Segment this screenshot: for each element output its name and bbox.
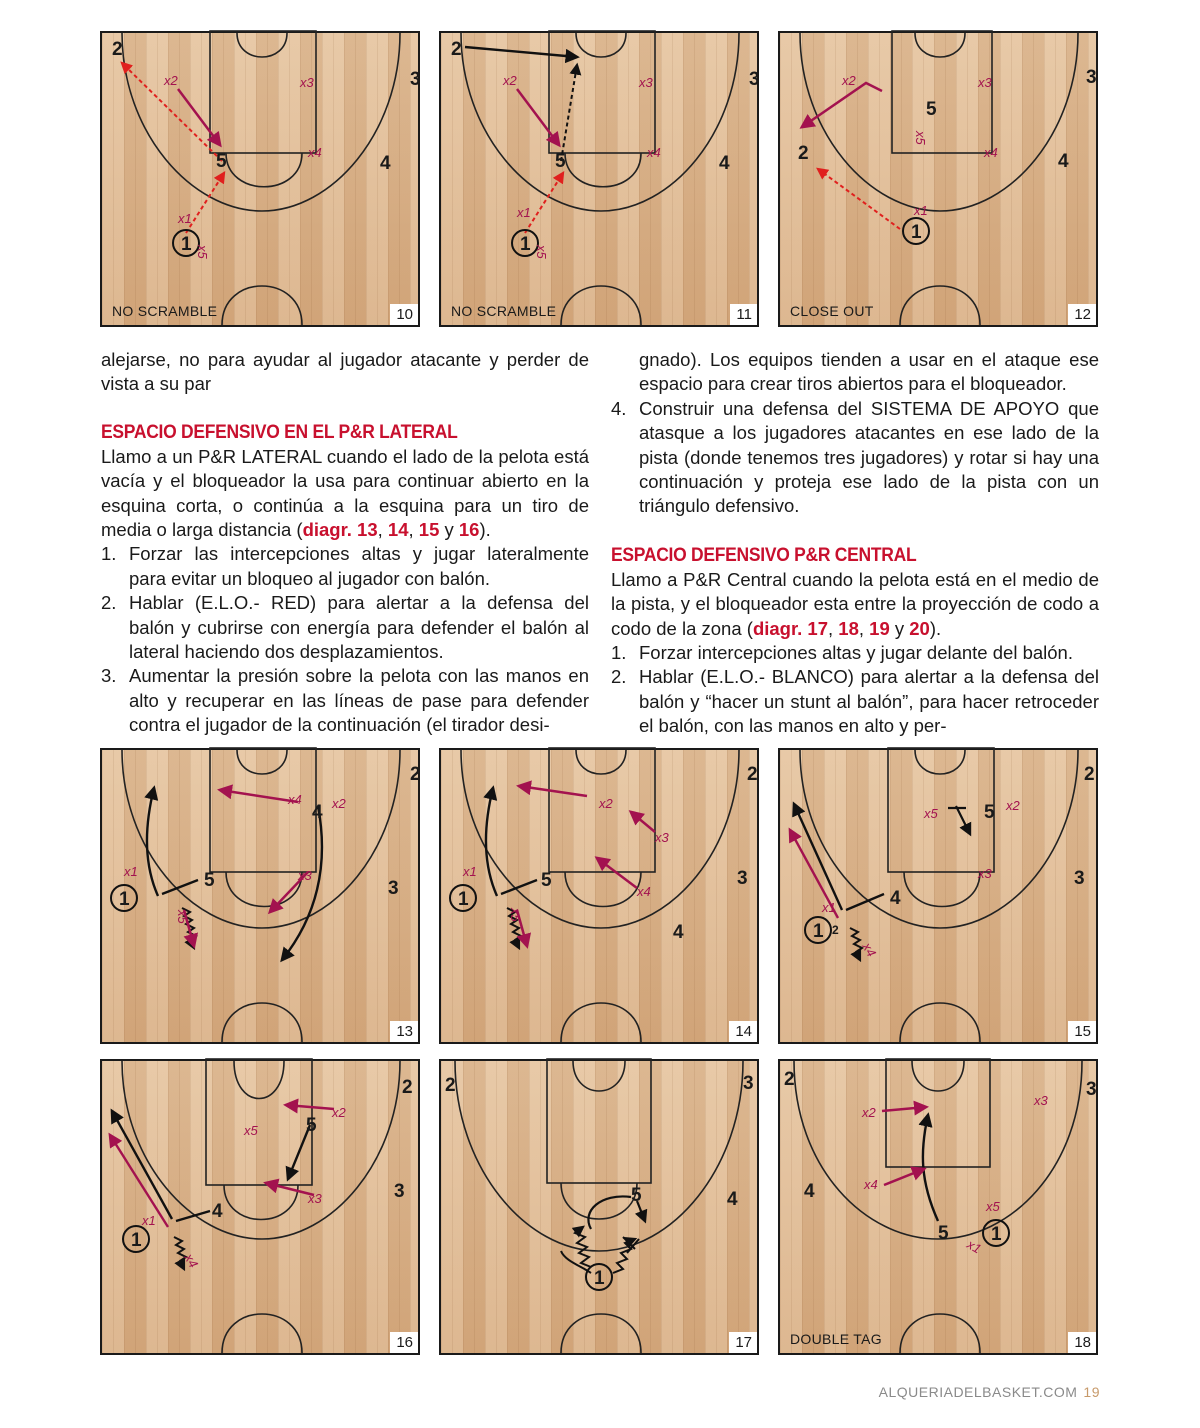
lateral-list <box>101 542 589 737</box>
svg-text:4: 4 <box>804 1181 815 1202</box>
diagram-number: 17 <box>729 1332 757 1353</box>
diagram-number: 15 <box>1068 1021 1096 1042</box>
svg-text:4: 4 <box>212 1201 223 1222</box>
svg-text:1: 1 <box>520 234 531 255</box>
svg-text:5: 5 <box>306 1115 317 1136</box>
svg-text:2: 2 <box>784 1069 795 1090</box>
svg-text:3: 3 <box>394 1181 405 1202</box>
svg-text:2: 2 <box>112 39 123 60</box>
svg-text:3: 3 <box>1086 1079 1097 1100</box>
svg-text:x4: x4 <box>647 145 661 160</box>
diagram-13 <box>100 748 420 1044</box>
court-drawing <box>102 1061 418 1353</box>
svg-text:5: 5 <box>204 870 215 891</box>
lateral-list-cont <box>611 397 1099 519</box>
svg-text:4: 4 <box>727 1189 738 1210</box>
central-list <box>611 641 1099 739</box>
svg-text:x1: x1 <box>178 211 192 226</box>
svg-text:x4: x4 <box>288 792 302 807</box>
svg-text:1: 1 <box>458 889 469 910</box>
list-item: 3. Aumentar la presión sobre la pelota con las manos en alto y recuperar en las líneas de pase para defender contra el jugador de la continuación (el tirador desi- <box>101 665 589 736</box>
svg-text:3: 3 <box>410 69 421 90</box>
svg-text:x3: x3 <box>298 868 312 883</box>
court-drawing <box>780 1061 1096 1353</box>
diagram-ref: 16 <box>458 519 480 541</box>
svg-text:x5: x5 <box>195 245 210 259</box>
diagram-11 <box>439 31 759 327</box>
diagram-number: 18 <box>1068 1332 1096 1353</box>
court-drawing <box>441 750 757 1042</box>
svg-text:2: 2 <box>747 764 758 785</box>
svg-text:x3: x3 <box>978 75 992 90</box>
diagram-label: CLOSE OUT <box>790 303 874 319</box>
svg-text:4: 4 <box>1058 151 1069 172</box>
svg-text:x2: x2 <box>164 73 178 88</box>
svg-text:x3: x3 <box>978 866 992 881</box>
list-item: 2. Hablar (E.L.O.- RED) para alertar a la defensa del balón y cubrirse con energía para defender el balón al lateral haciendo dos desplazamientos. <box>101 592 589 663</box>
svg-text:3: 3 <box>388 878 399 899</box>
court-drawing <box>780 33 1096 325</box>
svg-text:1: 1 <box>119 889 130 910</box>
svg-text:4: 4 <box>673 922 684 943</box>
diagram-number: 11 <box>730 304 757 325</box>
svg-text:5: 5 <box>555 151 566 172</box>
central-paragraph: Llamo a P&R Central cuando la pelota está en el medio de la pista, y el bloqueador esta entre la proyección de codo a codo de la zona (diagr. 17, 18, 19 y 20). <box>611 568 1099 639</box>
svg-text:x3: x3 <box>308 1191 322 1206</box>
svg-text:x4: x4 <box>859 940 880 960</box>
svg-text:1: 1 <box>181 234 192 255</box>
diagram-16 <box>100 1059 420 1355</box>
svg-text:1: 1 <box>131 1230 142 1251</box>
svg-text:2: 2 <box>451 39 462 60</box>
list-item: 1. Forzar las intercepciones altas y jugar lateralmente para evitar un bloqueo al jugador con balón. <box>101 543 589 589</box>
diagram-label: NO SCRAMBLE <box>112 303 218 319</box>
svg-text:5: 5 <box>938 1223 949 1244</box>
list-item: 4. Construir una defensa del SISTEMA DE APOYO que atasque a los jugadores atacantes en ese lado de la pista (donde tenemos tres jugadores) y rotar si hay una continuación y proteja ese lado de la pista con un triángulo defensivo. <box>611 397 1099 517</box>
diagram-ref: diagr. 17 <box>752 617 829 639</box>
court-drawing <box>102 33 421 325</box>
svg-text:x1: x1 <box>914 203 928 218</box>
diagram-number: 14 <box>729 1021 757 1042</box>
diagram-number: 16 <box>390 1332 418 1353</box>
diagram-ref: 14 <box>387 519 409 541</box>
svg-text:x5: x5 <box>244 1123 258 1138</box>
diagram-15 <box>778 748 1098 1044</box>
svg-text:3: 3 <box>743 1073 754 1094</box>
svg-text:5: 5 <box>926 99 937 120</box>
intro-text: alejarse, no para ayudar al jugador atacante y perder de vista a su par <box>101 349 589 395</box>
svg-text:x2: x2 <box>332 796 346 811</box>
svg-text:5: 5 <box>984 802 995 823</box>
svg-text:5: 5 <box>216 151 227 172</box>
svg-text:x3: x3 <box>300 75 314 90</box>
diagram-18 <box>778 1059 1098 1355</box>
diagram-ref: 18 <box>838 617 859 639</box>
svg-text:x4: x4 <box>864 1177 878 1192</box>
svg-text:x1: x1 <box>964 1236 984 1257</box>
diagram-ref: 15 <box>418 519 440 541</box>
page-footer <box>879 1384 1100 1400</box>
svg-text:2: 2 <box>410 764 421 785</box>
svg-text:x2: x2 <box>842 73 856 88</box>
svg-text:1: 1 <box>991 1224 1002 1245</box>
svg-text:x1: x1 <box>142 1213 156 1228</box>
svg-text:x1: x1 <box>124 864 138 879</box>
svg-text:x3: x3 <box>639 75 653 90</box>
right-column <box>611 348 1099 739</box>
svg-text:3: 3 <box>737 868 748 889</box>
svg-text:x2: x2 <box>599 796 613 811</box>
svg-text:x4: x4 <box>637 884 651 899</box>
svg-text:x5: x5 <box>508 908 523 922</box>
svg-text:1: 1 <box>813 921 824 942</box>
svg-text:x3: x3 <box>1034 1093 1048 1108</box>
continued-text: gnado). Los equipos tienden a usar en el ataque ese espacio para crear tiros abiertos para el bloqueador. <box>639 349 1099 395</box>
svg-text:4: 4 <box>380 153 391 174</box>
svg-text:x2: x2 <box>1006 798 1020 813</box>
site-name: ALQUERIADELBASKET.COM <box>878 1384 1078 1400</box>
svg-text:4: 4 <box>890 888 901 909</box>
diagram-number: 12 <box>1068 304 1096 325</box>
svg-text:2: 2 <box>402 1077 413 1098</box>
svg-text:3: 3 <box>1074 868 1085 889</box>
diagram-10 <box>100 31 420 327</box>
svg-text:4: 4 <box>719 153 730 174</box>
court-drawing <box>780 750 1096 1042</box>
svg-text:x2: x2 <box>332 1105 346 1120</box>
section-heading-lateral: ESPACIO DEFENSIVO EN EL P&R LATERAL <box>101 421 458 443</box>
diagram-ref: diagr. 13 <box>302 519 378 541</box>
list-item: 2. Hablar (E.L.O.- BLANCO) para alertar a la defensa del balón y “hacer un stunt al balón”, para hacer retroceder el balón, con las manos en alto y per- <box>611 666 1099 737</box>
svg-text:x3: x3 <box>655 830 669 845</box>
svg-text:2: 2 <box>445 1075 456 1096</box>
svg-text:2: 2 <box>1084 764 1095 785</box>
lateral-paragraph: Llamo a un P&R LATERAL cuando el lado de la pelota está vacía y el bloqueador la usa para continuar abierto en la esquina corta, o continúa a la esquina para un tiro de media o larga distancia (diagr. 13, 14, 15 y 16). <box>101 445 589 541</box>
diagram-label: DOUBLE TAG <box>790 1331 882 1347</box>
svg-text:x1: x1 <box>463 864 477 879</box>
diagram-ref: 20 <box>909 617 930 639</box>
svg-text:x5: x5 <box>534 245 549 259</box>
diagram-17 <box>439 1059 759 1355</box>
svg-text:x4: x4 <box>308 145 322 160</box>
diagram-number: 13 <box>390 1021 418 1042</box>
svg-text:x4: x4 <box>181 1251 202 1271</box>
court-drawing <box>441 33 760 325</box>
diagram-ref: 19 <box>869 617 890 639</box>
svg-text:x1: x1 <box>822 900 836 915</box>
court-drawing <box>102 750 421 1042</box>
section-heading-central: ESPACIO DEFENSIVO P&R CENTRAL <box>611 544 917 566</box>
diagram-14 <box>439 748 759 1044</box>
diagram-12 <box>778 31 1098 327</box>
svg-text:x5: x5 <box>986 1199 1000 1214</box>
svg-text:1: 1 <box>594 1268 605 1289</box>
svg-text:2: 2 <box>798 143 809 164</box>
svg-text:3: 3 <box>749 69 760 90</box>
svg-text:x5: x5 <box>913 131 928 145</box>
svg-text:4: 4 <box>312 802 323 823</box>
svg-text:5: 5 <box>541 870 552 891</box>
court-drawing <box>441 1061 757 1353</box>
svg-text:1: 1 <box>911 222 922 243</box>
svg-text:3: 3 <box>1086 67 1097 88</box>
svg-text:x2: x2 <box>862 1105 876 1120</box>
page-number: 19 <box>1083 1384 1100 1400</box>
svg-text:x4: x4 <box>984 145 998 160</box>
svg-text:x5: x5 <box>175 910 190 924</box>
left-column <box>101 348 589 738</box>
svg-text:x2: x2 <box>503 73 517 88</box>
diagram-number: 10 <box>390 304 418 325</box>
svg-text:x1: x1 <box>517 205 531 220</box>
list-item: 1. Forzar intercepciones altas y jugar delante del balón. <box>611 642 1073 664</box>
svg-text:2: 2 <box>832 923 839 937</box>
svg-text:x5: x5 <box>924 806 938 821</box>
svg-text:5: 5 <box>631 1185 642 1206</box>
diagram-label: NO SCRAMBLE <box>451 303 557 319</box>
